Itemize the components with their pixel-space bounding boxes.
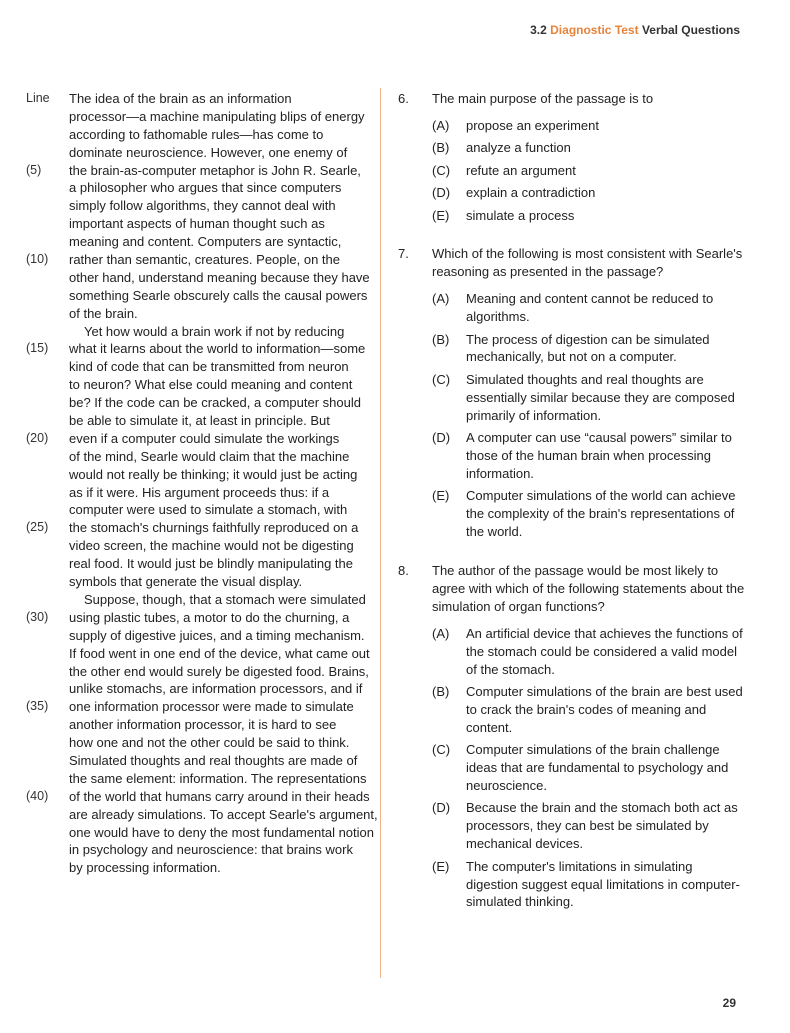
answer-choice[interactable] <box>432 207 748 225</box>
passage-line <box>26 90 371 108</box>
line-number: (5) <box>26 162 42 177</box>
passage-line-text: of the brain. <box>69 305 138 321</box>
passage-line-text: another information processor, it is hard to see <box>69 717 337 733</box>
passage-line-text: according to fathomable rules—has come to <box>69 126 324 142</box>
passage-line-text: supply of digestive juices, and a timing mechanism. <box>69 627 365 643</box>
answer-choice[interactable] <box>432 741 748 795</box>
passage-line <box>26 770 371 788</box>
choice-text: Computer simulations of the brain challenge ideas that are fundamental to psychology and neuroscience. <box>466 742 729 793</box>
choice-label: (B) <box>432 683 450 699</box>
page-number: 29 <box>722 996 736 1010</box>
choice-text: explain a contradiction <box>466 185 596 201</box>
passage-line-text: If food went in one end of the device, what came out <box>69 645 370 661</box>
answer-choice[interactable] <box>432 371 748 425</box>
passage-line <box>26 251 371 269</box>
passage-line <box>26 698 371 716</box>
passage-line <box>26 233 371 251</box>
passage-line <box>26 752 371 770</box>
passage-line-text: of the world that humans carry around in their heads <box>69 788 370 804</box>
answer-choice[interactable] <box>432 858 748 912</box>
answer-choice[interactable] <box>432 487 748 541</box>
passage-line <box>26 788 371 806</box>
choice-label: (B) <box>432 140 450 156</box>
line-number: (25) <box>26 520 49 535</box>
line-number: (10) <box>26 252 49 267</box>
column-divider <box>380 88 381 978</box>
passage-line-text: meaning and content. Computers are syntactic, <box>69 234 342 250</box>
passage-line <box>26 734 371 752</box>
passage-line <box>26 197 371 215</box>
passage-line <box>26 126 371 144</box>
answer-choice[interactable] <box>432 799 748 853</box>
passage-line <box>26 859 371 877</box>
question-number: 7. <box>398 246 409 262</box>
choice-text: Simulated thoughts and real thoughts are essentially similar because they are composed primarily of information. <box>466 371 735 423</box>
questions-column <box>398 90 748 932</box>
passage-line-text: one would have to deny the most fundamental notion <box>69 824 374 840</box>
passage-line <box>26 358 371 376</box>
section-title-rest: Verbal Questions <box>641 23 740 37</box>
passage-line <box>26 376 371 394</box>
answer-choice[interactable] <box>432 429 748 483</box>
answer-choice[interactable] <box>432 184 748 202</box>
passage-line <box>26 108 371 126</box>
passage-line <box>26 609 371 627</box>
passage-line <box>26 591 371 609</box>
passage-line-text: in psychology and neuroscience: that brains work <box>69 842 353 858</box>
choice-text: The process of digestion can be simulated mechanically, but not on a computer. <box>466 331 710 365</box>
answer-choice[interactable] <box>432 162 748 180</box>
question-header <box>398 562 748 616</box>
passage-line <box>26 340 371 358</box>
choice-text: Computer simulations of the brain are best used to crack the brain's codes of meaning and content. <box>466 683 743 735</box>
question-stem: Which of the following is most consistent with Searle's reasoning as presented in the passage? <box>432 246 743 280</box>
passage-line-text: rather than semantic, creatures. People, on the <box>69 252 340 268</box>
passage-line <box>26 305 371 323</box>
passage-line-text: a philosopher who argues that since computers <box>69 180 342 196</box>
choice-text: refute an argument <box>466 162 576 178</box>
passage-line <box>26 430 371 448</box>
question-number: 6. <box>398 91 409 106</box>
passage-line-text: unlike stomachs, are information processors, and if <box>69 681 363 697</box>
passage-line <box>26 663 371 681</box>
passage-line-text: important aspects of human thought such as <box>69 216 325 232</box>
question-8 <box>398 562 748 911</box>
answer-choice[interactable] <box>432 625 748 679</box>
section-number: 3.2 <box>530 23 547 37</box>
passage-line <box>26 215 371 233</box>
passage-line-text: the same element: information. The representations <box>69 770 367 786</box>
passage-line-text: computer were used to simulate a stomach, with <box>69 502 348 518</box>
answer-choice[interactable] <box>432 331 748 367</box>
choice-label: (C) <box>432 371 451 387</box>
question-header <box>398 245 748 281</box>
choice-label: (A) <box>432 625 450 641</box>
passage-line <box>26 680 371 698</box>
line-number: (30) <box>26 609 49 624</box>
passage-line-text: even if a computer could simulate the workings <box>69 430 340 446</box>
passage-line <box>26 806 378 824</box>
line-number: (35) <box>26 699 49 714</box>
running-header <box>530 23 740 37</box>
passage-line-text: Simulated thoughts and real thoughts are made of <box>69 752 358 768</box>
passage-line-text: processor—a machine manipulating blips of energy <box>69 108 365 124</box>
choice-label: (B) <box>432 331 450 347</box>
passage-line <box>26 162 371 180</box>
passage-line-text: would not really be thinking; it would just be acting <box>69 466 358 482</box>
choice-text: propose an experiment <box>466 117 599 133</box>
choice-text: The computer's limitations in simulating digestion suggest equal limitations in computer-simulated thinking. <box>466 858 740 910</box>
passage-line-text: something Searle obscurely calls the causal powers <box>69 287 368 303</box>
passage-line <box>26 466 371 484</box>
section-title-accent: Diagnostic Test <box>550 23 639 37</box>
choice-text: Because the brain and the stomach both act as processors, they can best be simulated by mechanical devices. <box>466 800 738 852</box>
passage-line <box>26 484 371 502</box>
passage-line-text: dominate neuroscience. However, one enemy of <box>69 144 348 160</box>
passage-line-text: are already simulations. To accept Searle's argument, <box>69 806 378 822</box>
passage-line-text: be? If the code can be cracked, a computer should <box>69 395 361 411</box>
choice-label: (E) <box>432 488 450 504</box>
passage-line-text: Suppose, though, that a stomach were simulated <box>84 591 366 607</box>
passage-line-text: by processing information. <box>69 860 221 876</box>
answer-choices <box>432 625 748 912</box>
passage-line <box>26 841 371 859</box>
passage-line-text: of the mind, Searle would claim that the machine <box>69 448 350 464</box>
choice-label: (A) <box>432 117 450 133</box>
answer-choice[interactable] <box>432 139 748 157</box>
passage-line-text: Yet how would a brain work if not by reducing <box>84 323 345 339</box>
choice-label: (D) <box>432 430 451 446</box>
passage-line-text: the stomach's churnings faithfully reproduced on a <box>69 520 359 536</box>
passage-line <box>26 287 371 305</box>
passage-line <box>26 627 371 645</box>
passage-line <box>26 144 371 162</box>
passage-line <box>26 645 371 663</box>
passage-line-text: one information processor were made to simulate <box>69 699 354 715</box>
question-7 <box>398 245 748 541</box>
passage-line <box>26 501 371 519</box>
passage-line-text: to neuron? What else could meaning and content <box>69 377 353 393</box>
passage-line <box>26 179 371 197</box>
choice-label: (A) <box>432 291 450 307</box>
choice-text: A computer can use “causal powers” similar to those of the human brain when processing information. <box>466 430 732 481</box>
passage-line <box>26 448 371 466</box>
line-number: (40) <box>26 788 49 803</box>
passage-line-text: the other end would surely be digested food. Brains, <box>69 663 369 679</box>
choice-text: Meaning and content cannot be reduced to algorithms. <box>466 291 714 325</box>
passage-line-text: other hand, understand meaning because they have <box>69 269 370 285</box>
question-number: 8. <box>398 563 409 579</box>
choice-label: (C) <box>432 162 451 178</box>
passage-line <box>26 394 371 412</box>
passage-line-text: real food. It would just be blindly manipulating the <box>69 556 354 572</box>
choice-label: (E) <box>432 858 450 874</box>
choice-text: An artificial device that achieves the functions of the stomach could be considered a valid model of the stomach. <box>466 625 743 677</box>
passage-line-text: how one and not the other could be said to think. <box>69 735 350 751</box>
question-header <box>398 90 748 108</box>
passage-line-text: The idea of the brain as an information <box>69 91 292 106</box>
passage-line <box>26 269 371 287</box>
passage-line-text: simply follow algorithms, they cannot deal with <box>69 198 336 214</box>
passage-line-text: the brain-as-computer metaphor is John R. Searle, <box>69 162 361 178</box>
answer-choice[interactable] <box>432 117 748 135</box>
question-6 <box>398 90 748 224</box>
passage-line <box>26 519 371 537</box>
passage-line <box>26 716 371 734</box>
line-number: (20) <box>26 430 49 445</box>
choice-text: analyze a function <box>466 140 571 156</box>
passage-line <box>26 555 371 573</box>
line-number: Line <box>26 91 50 105</box>
passage-line-text: be able to simulate it, at least in principle. But <box>69 413 330 429</box>
passage-line-text: what it learns about the world to information—some <box>69 341 366 357</box>
reading-passage <box>26 90 378 877</box>
passage-line <box>26 323 371 341</box>
choice-text: Computer simulations of the world can achieve the complexity of the brain's representations of the world. <box>466 488 736 540</box>
choice-label: (C) <box>432 742 451 758</box>
answer-choices <box>432 117 748 225</box>
question-stem: The main purpose of the passage is to <box>432 91 654 106</box>
passage-line-text: symbols that generate the visual display. <box>69 574 303 590</box>
passage-line-text: video screen, the machine would not be digesting <box>69 538 354 554</box>
passage-line <box>26 573 371 591</box>
passage-line <box>26 537 371 555</box>
choice-text: simulate a process <box>466 207 575 223</box>
answer-choice[interactable] <box>432 290 748 326</box>
choice-label: (E) <box>432 207 450 223</box>
passage-line <box>26 412 371 430</box>
question-stem: The author of the passage would be most likely to agree with which of the following statements about the simulation of organ functions? <box>432 563 745 614</box>
choice-label: (D) <box>432 800 451 816</box>
passage-line-text: kind of code that can be transmitted from neuron <box>69 359 349 375</box>
answer-choice[interactable] <box>432 683 748 737</box>
passage-line-text: as if it were. His argument proceeds thus: if a <box>69 484 330 500</box>
passage-line <box>26 824 374 842</box>
choice-label: (D) <box>432 185 451 201</box>
answer-choices <box>432 290 748 541</box>
passage-line-text: using plastic tubes, a motor to do the churning, a <box>69 609 350 625</box>
line-number: (15) <box>26 341 49 356</box>
